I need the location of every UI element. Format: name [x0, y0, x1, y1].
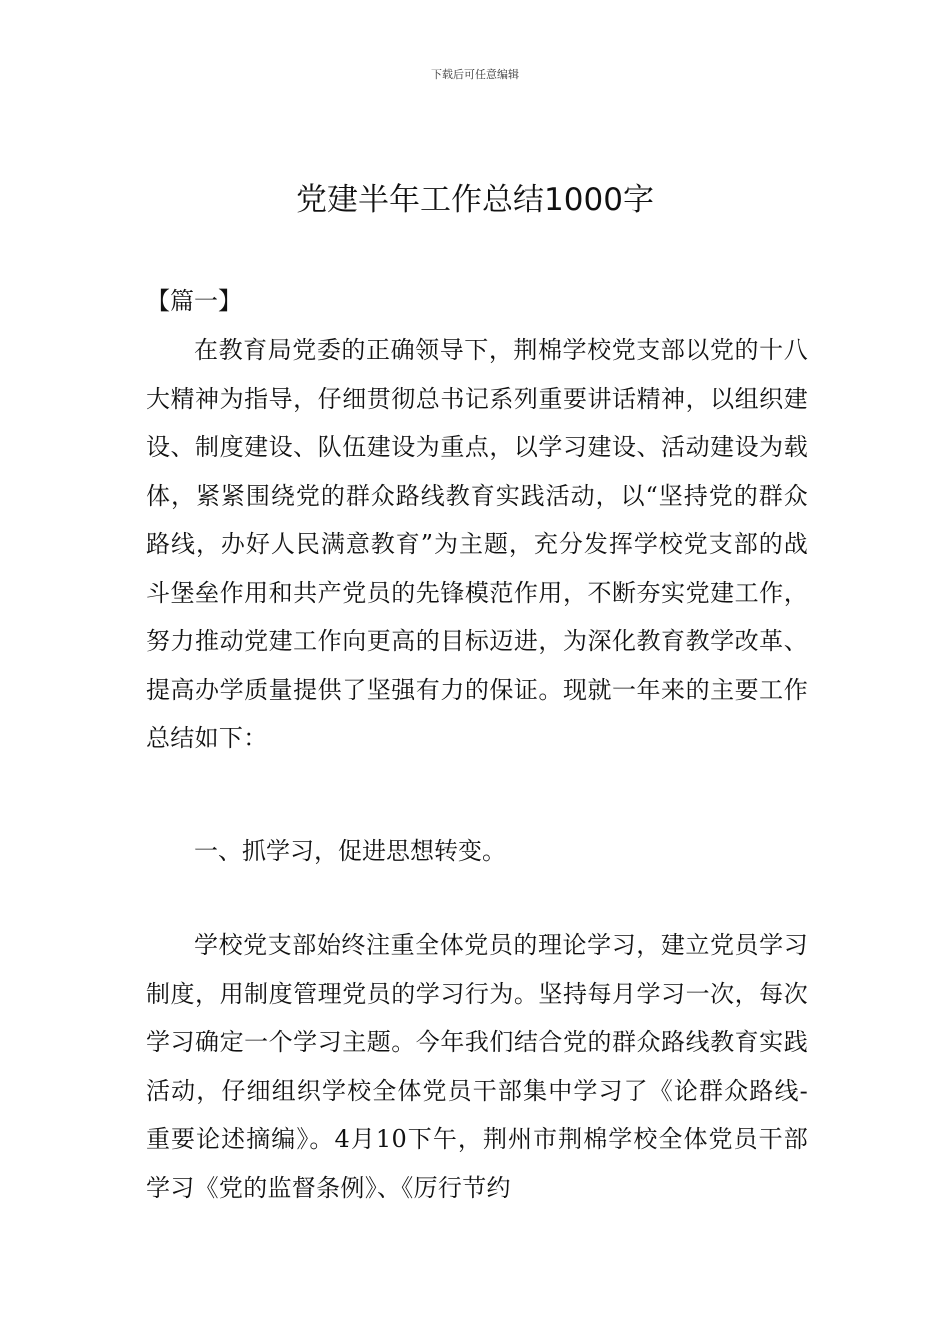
paragraph-intro: 在教育局党委的正确领导下，荆棉学校党支部以党的十八大精神为指导，仔细贯彻总书记系列重要讲话精神，以组织建设、制度建设、队伍建设为重点，以学习建设、活动建设为载体，紧紧围绕党的群众路线教育实践活动，以“坚持党的群众路线，办好人民满意教育”为主题，充分发挥学校党支部的战斗堡垒作用和共产党员的先锋模范作用，不断夯实党建工作，努力推动党建工作向更高的目标迈进，为深化教育教学改革、提高办学质量提供了坚强有力的保证。现就一年来的主要工作总结如下：: [146, 336, 808, 752]
paragraph-study: 学校党支部始终注重全体党员的理论学习，建立党员学习制度，用制度管理党员的学习行为。坚持每月学习一次，每次学习确定一个学习主题。今年我们结合党的群众路线教育实践活动，仔细组织学校全体党员干部集中学习了《论群众路线-重要论述摘编》。4月10下午，荆州市荆棉学校全体党员干部学习《党的监督条例》、《厉行节约: [146, 931, 808, 1202]
page-header-note: 下载后可任意编辑: [431, 68, 519, 81]
section-heading-study: 一、抓学习，促进思想转变。: [194, 837, 506, 865]
section-label: 【篇一】: [146, 287, 242, 315]
document-title: 党建半年工作总结1000字: [296, 182, 654, 218]
